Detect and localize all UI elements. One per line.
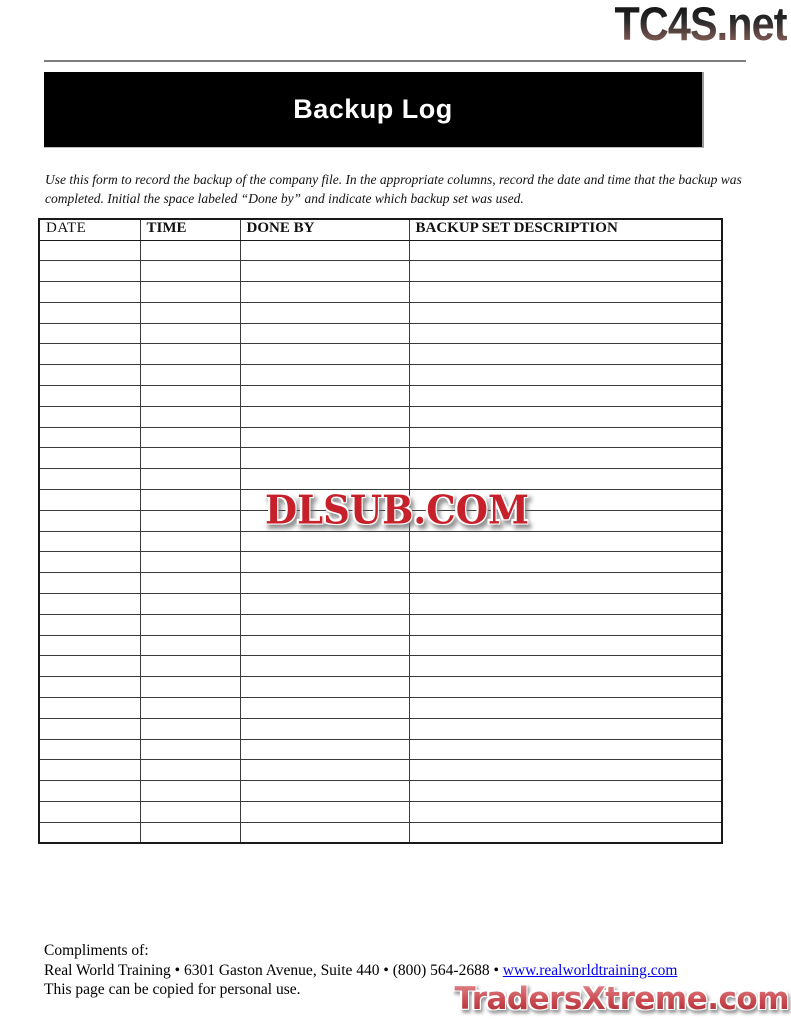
- table-cell: [140, 739, 240, 760]
- table-cell: [409, 510, 722, 531]
- table-cell: [240, 323, 409, 344]
- table-cell: [140, 282, 240, 303]
- tradersxtreme-brand: TradersXtreme.com: [454, 981, 789, 1017]
- table-cell: [39, 718, 140, 739]
- table-cell: [240, 510, 409, 531]
- table-cell: [240, 386, 409, 407]
- column-header-time: TIME: [140, 219, 240, 240]
- table-cell: [39, 822, 140, 843]
- table-row: [39, 739, 722, 760]
- table-cell: [409, 781, 722, 802]
- table-cell: [39, 261, 140, 282]
- table-cell: [409, 261, 722, 282]
- table-row: [39, 302, 722, 323]
- table-row: [39, 344, 722, 365]
- table-cell: [140, 469, 240, 490]
- table-cell: [39, 448, 140, 469]
- column-header-date: DATE: [39, 219, 140, 240]
- table-row: [39, 469, 722, 490]
- table-cell: [39, 510, 140, 531]
- table-cell: [409, 802, 722, 823]
- table-cell: [140, 427, 240, 448]
- compliments-label: Compliments of:: [44, 942, 149, 959]
- table-cell: [409, 490, 722, 511]
- header-divider: [44, 60, 746, 62]
- table-row: [39, 427, 722, 448]
- table-cell: [409, 240, 722, 261]
- table-cell: [140, 302, 240, 323]
- table-cell: [409, 656, 722, 677]
- table-cell: [240, 802, 409, 823]
- table-row: [39, 614, 722, 635]
- instructions-text: Use this form to record the backup of the company file. In the appropriate columns, record the date and time that the backup was completed. Initial the space labeled “Done by” and indicate which backup set was used.: [45, 172, 742, 206]
- table-cell: [240, 781, 409, 802]
- table-cell: [409, 635, 722, 656]
- table-cell: [240, 718, 409, 739]
- table-cell: [39, 656, 140, 677]
- table-row: [39, 760, 722, 781]
- table-cell: [39, 531, 140, 552]
- table-cell: [409, 698, 722, 719]
- table-cell: [39, 490, 140, 511]
- table-cell: [240, 344, 409, 365]
- table-cell: [240, 261, 409, 282]
- table-cell: [240, 240, 409, 261]
- table-row: [39, 677, 722, 698]
- table-row: [39, 698, 722, 719]
- table-cell: [140, 802, 240, 823]
- table-cell: [409, 282, 722, 303]
- table-cell: [240, 635, 409, 656]
- table-cell: [39, 323, 140, 344]
- table-cell: [240, 427, 409, 448]
- log-table-body: [39, 240, 722, 843]
- table-row: [39, 822, 722, 843]
- table-cell: [39, 344, 140, 365]
- table-cell: [409, 302, 722, 323]
- table-row: [39, 323, 722, 344]
- table-cell: [409, 739, 722, 760]
- table-cell: [240, 469, 409, 490]
- table-cell: [140, 698, 240, 719]
- contact-text: Real World Training • 6301 Gaston Avenue, Suite 440 • (800) 564-2688 •: [44, 961, 503, 979]
- table-cell: [39, 386, 140, 407]
- table-cell: [240, 677, 409, 698]
- table-cell: [409, 427, 722, 448]
- table-cell: [240, 282, 409, 303]
- table-cell: [140, 490, 240, 511]
- table-row: [39, 594, 722, 615]
- table-cell: [39, 240, 140, 261]
- table-cell: [140, 594, 240, 615]
- table-row: [39, 531, 722, 552]
- table-cell: [39, 573, 140, 594]
- table-row: [39, 718, 722, 739]
- table-cell: [140, 365, 240, 386]
- table-cell: [39, 781, 140, 802]
- table-cell: [409, 386, 722, 407]
- table-cell: [39, 302, 140, 323]
- table-cell: [140, 240, 240, 261]
- table-cell: [409, 594, 722, 615]
- dlsub-watermark-text: DLSUB.COM: [265, 486, 529, 534]
- table-row: [39, 781, 722, 802]
- table-cell: [140, 635, 240, 656]
- table-cell: [240, 739, 409, 760]
- table-cell: [240, 490, 409, 511]
- table-cell: [409, 573, 722, 594]
- backup-log-table: [38, 218, 723, 844]
- table-cell: [240, 552, 409, 573]
- table-cell: [39, 614, 140, 635]
- table-header-row: [39, 219, 722, 240]
- contact-line: [44, 961, 744, 981]
- table-cell: [140, 656, 240, 677]
- table-cell: [140, 531, 240, 552]
- table-cell: [409, 365, 722, 386]
- table-row: [39, 365, 722, 386]
- table-cell: [140, 406, 240, 427]
- table-cell: [140, 386, 240, 407]
- table-cell: [409, 677, 722, 698]
- table-cell: [409, 448, 722, 469]
- table-cell: [240, 822, 409, 843]
- tc4s-logo: TC4S.net: [615, 0, 787, 51]
- table-row: [39, 510, 722, 531]
- title-banner: [44, 72, 704, 148]
- table-cell: [39, 802, 140, 823]
- table-cell: [140, 822, 240, 843]
- table-cell: [39, 760, 140, 781]
- table-row: [39, 240, 722, 261]
- copy-notice: This page can be copied for personal use.: [44, 981, 301, 999]
- table-row: [39, 448, 722, 469]
- table-cell: [409, 552, 722, 573]
- column-header-backup-set-description: BACKUP SET DESCRIPTION: [409, 219, 722, 240]
- table-cell: [140, 510, 240, 531]
- table-cell: [409, 406, 722, 427]
- table-cell: [140, 677, 240, 698]
- table-cell: [409, 323, 722, 344]
- table-cell: [39, 594, 140, 615]
- table-cell: [240, 531, 409, 552]
- table-cell: [140, 552, 240, 573]
- table-cell: [140, 573, 240, 594]
- table-cell: [240, 406, 409, 427]
- table-cell: [39, 365, 140, 386]
- table-cell: [240, 656, 409, 677]
- table-cell: [39, 427, 140, 448]
- table-cell: [39, 698, 140, 719]
- table-cell: [240, 448, 409, 469]
- table-cell: [39, 282, 140, 303]
- table-cell: [39, 552, 140, 573]
- table-row: [39, 406, 722, 427]
- table-row: [39, 635, 722, 656]
- table-row: [39, 573, 722, 594]
- table-cell: [140, 323, 240, 344]
- table-cell: [140, 261, 240, 282]
- table-cell: [240, 302, 409, 323]
- table-row: [39, 261, 722, 282]
- table-cell: [409, 718, 722, 739]
- table-cell: [140, 614, 240, 635]
- table-cell: [240, 698, 409, 719]
- table-cell: [409, 822, 722, 843]
- table-cell: [140, 718, 240, 739]
- table-row: [39, 490, 722, 511]
- table-cell: [409, 614, 722, 635]
- table-cell: [39, 739, 140, 760]
- table-cell: [409, 760, 722, 781]
- table-cell: [240, 614, 409, 635]
- table-row: [39, 386, 722, 407]
- table-cell: [409, 531, 722, 552]
- website-link[interactable]: www.realworldtraining.com: [502, 961, 678, 979]
- table-cell: [140, 760, 240, 781]
- table-cell: [240, 573, 409, 594]
- table-cell: [140, 781, 240, 802]
- table-cell: [39, 635, 140, 656]
- table-cell: [39, 469, 140, 490]
- table-cell: [240, 760, 409, 781]
- page-title: Backup Log: [293, 94, 453, 124]
- table-cell: [240, 365, 409, 386]
- table-cell: [140, 344, 240, 365]
- table-cell: [39, 677, 140, 698]
- column-header-done-by: DONE BY: [240, 219, 409, 240]
- table-cell: [140, 448, 240, 469]
- table-cell: [240, 594, 409, 615]
- table-cell: [409, 344, 722, 365]
- table-row: [39, 802, 722, 823]
- table-cell: [409, 469, 722, 490]
- table-cell: [39, 406, 140, 427]
- table-row: [39, 552, 722, 573]
- table-row: [39, 656, 722, 677]
- table-row: [39, 282, 722, 303]
